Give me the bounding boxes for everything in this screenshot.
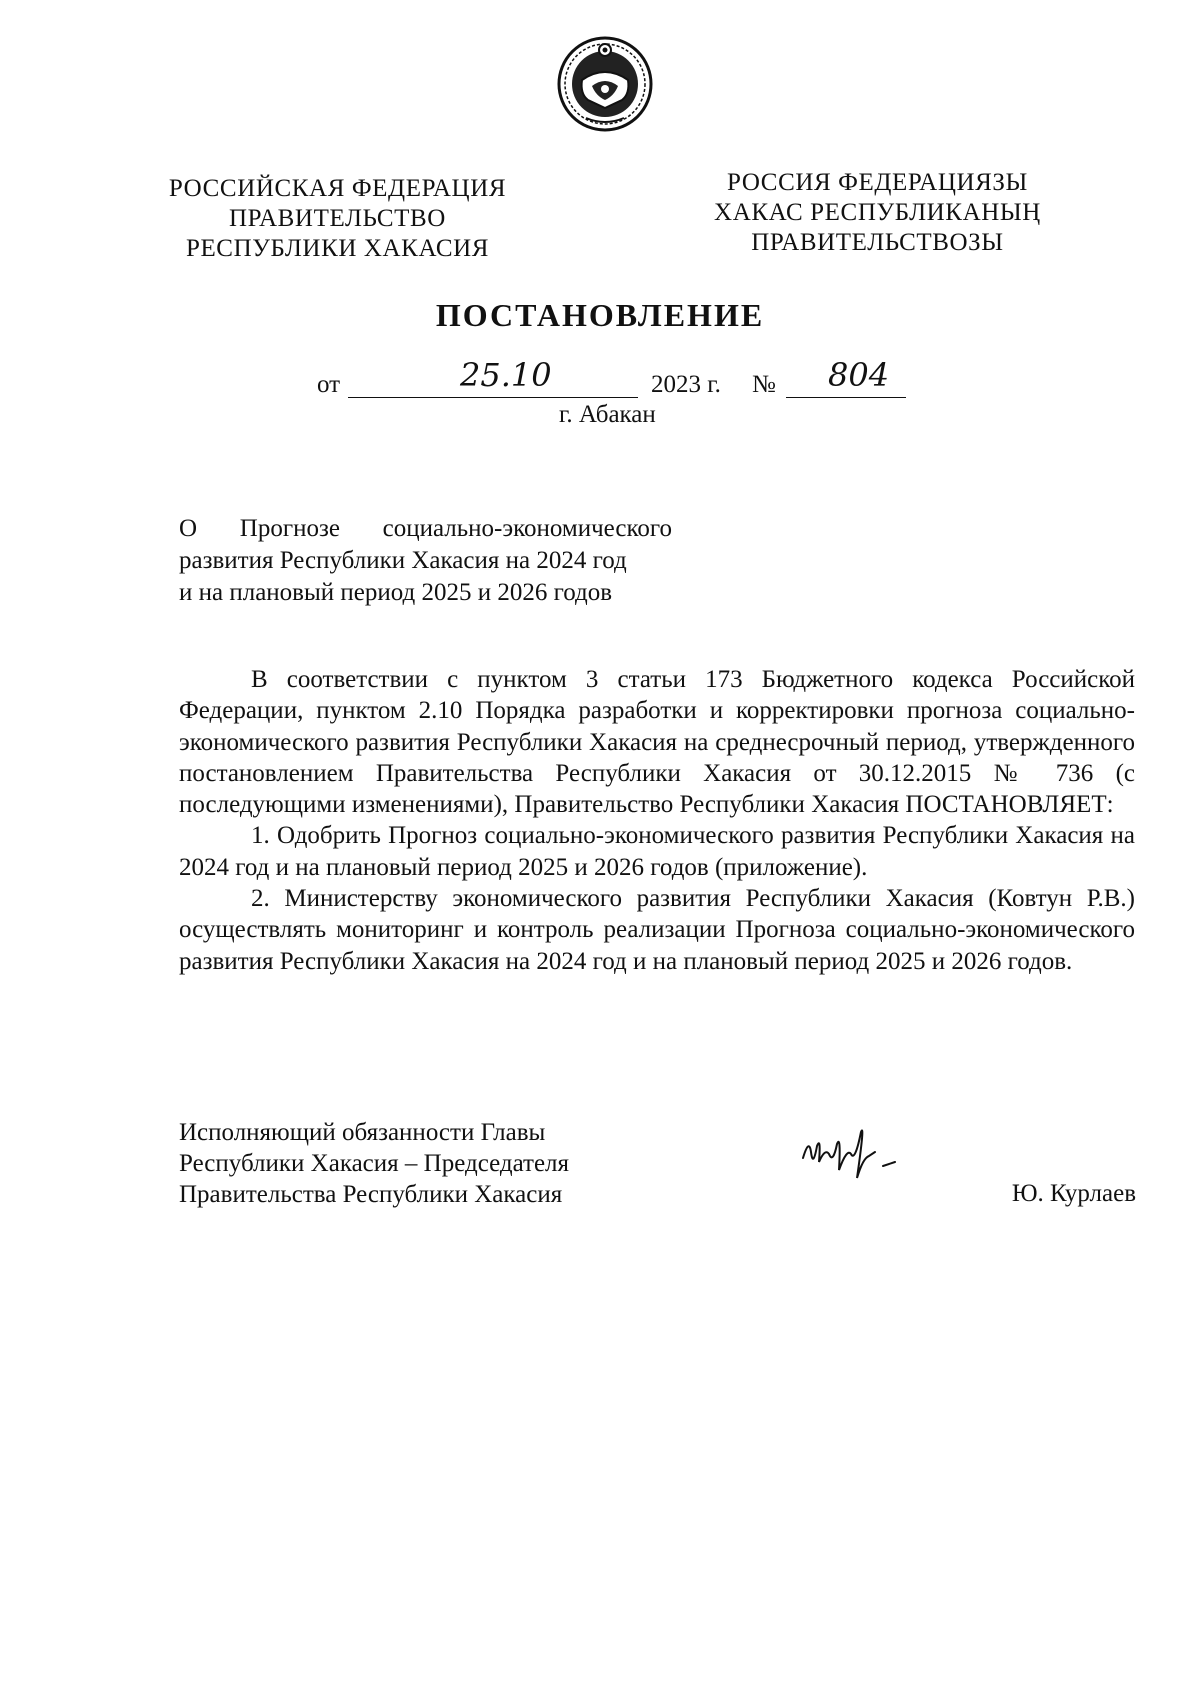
handwritten-signature-icon (795, 1118, 905, 1190)
header-khakas (700, 168, 1055, 258)
body-item-1: 1. Одобрить Прогноз социально-экономического развития Республики Хакасия на 2024 год и на плановый период 2025 и 2026 годов (приложение). (179, 822, 1135, 881)
body-item-2: 2. Министерству экономического развития Республики Хакасия (Ковтун Р.В.) осуществлять мониторинг и контроль реализации Прогноза социально-экономического развития Республики Хакасия на 2024 год и на плановый период 2025 и 2026 годов. (179, 885, 1135, 975)
number-sign: № (752, 371, 776, 398)
header-line: ПРАВИТЕЛЬСТВО (229, 205, 446, 232)
year-label: 2023 г. (651, 371, 721, 398)
signatory-line: Правительства Республики Хакасия (179, 1181, 563, 1208)
coat-of-arms-icon (556, 34, 654, 134)
document-title: ПОСТАНОВЛЕНИЕ (435, 297, 765, 333)
header-line: РОССИЯ ФЕДЕРАЦИЯЗЫ (727, 169, 1028, 196)
subject-line: развития Республики Хакасия на 2024 год (179, 547, 627, 574)
body-preamble: В соответствии с пунктом 3 статьи 173 Бюджетного кодекса Российской Федерации, пунктом 2.10 Порядка разработки и корректировки прогноза социально-экономического развития Республики Хакасия на среднесрочный период, утвержденного постановлением Правительства Республики Хакасия от 30.12.2015 № 736 (с последующими изменениями), Правительство Республики Хакасия ПОСТАНОВЛЯЕТ: (179, 666, 1135, 819)
city-label: г. Абакан (559, 401, 656, 428)
date-underline (348, 397, 638, 398)
document-body (179, 664, 1135, 977)
date-prefix: от (317, 371, 341, 398)
signer-name: Ю. Курлаев (1011, 1180, 1136, 1207)
header-line: ХАКАС РЕСПУБЛИКАНЫҢ (714, 199, 1041, 226)
signatory-line: Республики Хакасия – Председателя (179, 1150, 570, 1177)
header-line: ПРАВИТЕЛЬСТВОЗЫ (751, 229, 1004, 256)
signatory-line: Исполняющий обязанности Главы (179, 1119, 546, 1146)
header-line: РЕСПУБЛИКИ ХАКАСИЯ (185, 235, 490, 262)
number-underline (786, 397, 906, 398)
number-handwritten: 804 (828, 356, 890, 394)
subject-line: и на плановый период 2025 и 2026 годов (179, 579, 613, 606)
header-russian (160, 174, 515, 264)
document-subject (179, 513, 672, 609)
subject-line: О Прогнозе социально-экономического (179, 515, 672, 542)
date-handwritten: 25.10 (460, 356, 552, 394)
header-line: РОССИЙСКАЯ ФЕДЕРАЦИЯ (168, 175, 507, 202)
signatory-title (179, 1117, 639, 1210)
